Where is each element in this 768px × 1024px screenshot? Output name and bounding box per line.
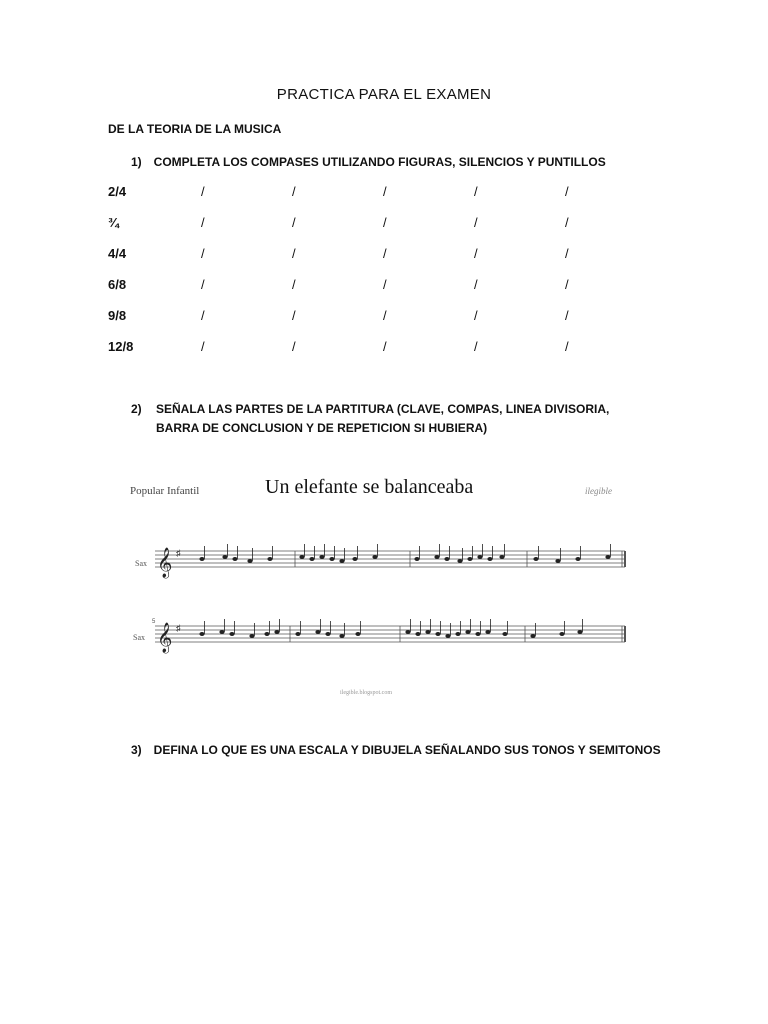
note-head (264, 632, 269, 636)
note-head (465, 630, 470, 634)
note-head (309, 557, 314, 561)
note-head (355, 632, 360, 636)
note-head (499, 555, 504, 559)
note-head (229, 632, 234, 636)
note-head (352, 557, 357, 561)
question-1-number: 1) (131, 155, 142, 169)
bar-slash: / (383, 339, 387, 354)
note-head (435, 632, 440, 636)
time-signature: ¾ (108, 215, 119, 230)
bar-slash: / (292, 308, 296, 323)
staff-1 (155, 551, 625, 567)
bar-slash: / (292, 215, 296, 230)
bar-slash: / (565, 246, 569, 261)
bar-slash: / (383, 184, 387, 199)
measure-row (108, 269, 656, 300)
note-head (434, 555, 439, 559)
note-head (477, 555, 482, 559)
bar-slash: / (565, 215, 569, 230)
question-3-text: DEFINA LO QUE ES UNA ESCALA Y DIBUJELA SEÑALANDO SUS TONOS Y SEMITONOS (153, 743, 661, 757)
note-head (415, 632, 420, 636)
treble-clef-icon: 𝄞 (157, 622, 173, 652)
note-head (325, 632, 330, 636)
note-head (199, 632, 204, 636)
score-right-header: ilegible (585, 486, 612, 496)
measure-number: 5 (152, 619, 156, 625)
bar-slash: / (383, 215, 387, 230)
staff-2 (155, 626, 625, 642)
question-2-text: SEÑALA LAS PARTES DE LA PARTITURA (CLAVE, COMPAS, LINEA DIVISORIA, BARRA DE CONCLUSION Y DE REPETICION SI HUBIERA) (156, 402, 610, 435)
measure-row (108, 176, 656, 207)
note-head (414, 557, 419, 561)
bar-slash: / (565, 184, 569, 199)
bar-slash: / (292, 184, 296, 199)
sheet-music (130, 468, 640, 708)
bar-slash: / (474, 339, 478, 354)
staff-1-notes (199, 544, 610, 563)
bar-slash: / (201, 277, 205, 292)
note-head (295, 632, 300, 636)
key-signature-sharp-icon: ♯ (176, 548, 181, 558)
note-head (502, 632, 507, 636)
measure-row (108, 207, 656, 238)
note-head (247, 559, 252, 563)
note-head (232, 557, 237, 561)
note-head (605, 555, 610, 559)
bar-slash: / (383, 246, 387, 261)
bar-slash: / (474, 308, 478, 323)
question-2-number: 2) (131, 402, 142, 416)
question-1 (131, 153, 606, 172)
measure-row (108, 238, 656, 269)
measure-row (108, 331, 656, 362)
note-head (372, 555, 377, 559)
treble-clef-icon: 𝄞 (157, 547, 173, 577)
bar-slash: / (292, 277, 296, 292)
bar-slash: / (201, 246, 205, 261)
bar-slash: / (201, 308, 205, 323)
staff-2-instrument: Sax (133, 633, 145, 642)
time-signature: 9/8 (108, 308, 127, 323)
question-2 (131, 400, 651, 438)
time-signature: 4/4 (108, 246, 127, 261)
note-head (575, 557, 580, 561)
note-head (487, 557, 492, 561)
score-title: Un elefante se balanceaba (265, 476, 474, 498)
note-head (222, 555, 227, 559)
note-head (329, 557, 334, 561)
question-3-number: 3) (131, 743, 142, 757)
note-head (299, 555, 304, 559)
time-signature: 12/8 (108, 339, 134, 354)
bar-slash: / (565, 308, 569, 323)
note-head (485, 630, 490, 634)
note-head (315, 630, 320, 634)
note-head (475, 632, 480, 636)
note-head (199, 557, 204, 561)
note-head (455, 632, 460, 636)
bar-slash: / (565, 339, 569, 354)
score-footer: ilegible.blogspot.com (340, 690, 392, 696)
note-head (457, 559, 462, 563)
note-head (339, 559, 344, 563)
note-head (405, 630, 410, 634)
note-head (530, 634, 535, 638)
bar-slash: / (474, 277, 478, 292)
bar-slash: / (201, 184, 205, 199)
note-head (267, 557, 272, 561)
note-head (555, 559, 560, 563)
note-head (559, 632, 564, 636)
time-signature: 2/4 (108, 184, 127, 199)
bar-slash: / (383, 277, 387, 292)
note-head (274, 630, 279, 634)
bar-slash: / (292, 339, 296, 354)
staff-1-instrument: Sax (135, 559, 147, 568)
bar-slash: / (201, 339, 205, 354)
note-head (249, 634, 254, 638)
measure-row (108, 300, 656, 331)
score-left-header: Popular Infantil (130, 485, 200, 497)
bar-slash: / (474, 246, 478, 261)
note-head (319, 555, 324, 559)
bar-slash: / (474, 184, 478, 199)
note-head (425, 630, 430, 634)
bar-slash: / (201, 215, 205, 230)
note-head (467, 557, 472, 561)
note-head (577, 630, 582, 634)
note-head (219, 630, 224, 634)
bar-slash: / (474, 215, 478, 230)
note-head (445, 634, 450, 638)
question-1-text: COMPLETA LOS COMPASES UTILIZANDO FIGURAS, SILENCIOS Y PUNTILLOS (153, 155, 606, 169)
measures-table (108, 176, 656, 362)
note-head (339, 634, 344, 638)
bar-slash: / (383, 308, 387, 323)
bar-slash: / (292, 246, 296, 261)
question-3 (131, 741, 661, 760)
subtitle: DE LA TEORIA DE LA MUSICA (108, 122, 282, 136)
bar-slash: / (565, 277, 569, 292)
note-head (444, 557, 449, 561)
time-signature: 6/8 (108, 277, 127, 292)
note-head (533, 557, 538, 561)
key-signature-sharp-icon: ♯ (176, 623, 181, 633)
page-title: PRACTICA PARA EL EXAMEN (276, 86, 492, 103)
